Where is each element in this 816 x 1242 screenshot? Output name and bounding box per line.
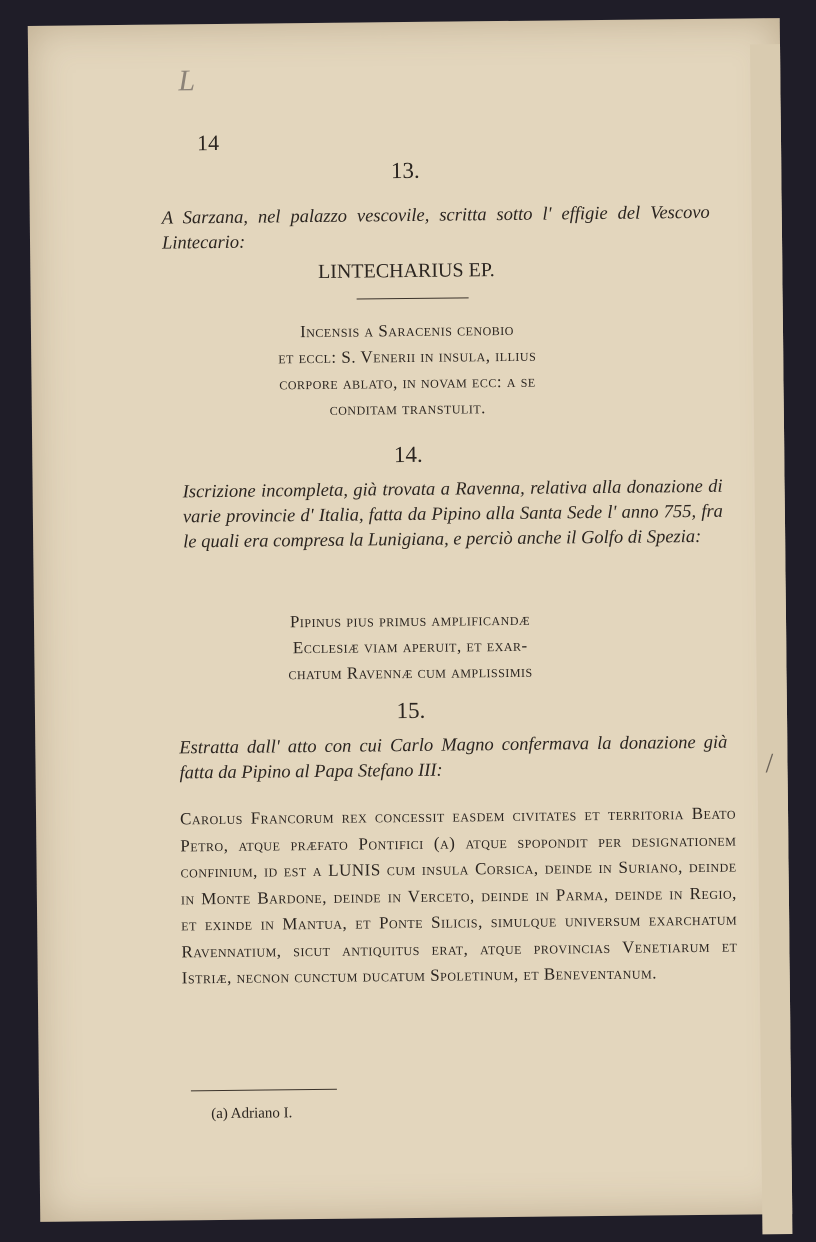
section-14-inscription <box>34 604 787 690</box>
footnote-rule <box>191 1089 337 1092</box>
inscription-line: Pipinus pius primus amplificandæ <box>289 609 531 632</box>
inscription-line: et eccl: S. Venerii in insula, illius <box>278 345 537 368</box>
pencil-mark: L <box>178 64 196 98</box>
section-13-intro: A Sarzana, nel palazzo vescovile, scritta sotto l' effigie del Vescovo Lintecario: <box>161 202 710 254</box>
book-page <box>28 18 792 1222</box>
section-13-inscription <box>31 314 784 426</box>
page-number: 14 <box>196 129 220 156</box>
section-15-number: 15. <box>396 697 426 724</box>
inscription-line: Incensis a Saracenis cenobio <box>299 319 514 342</box>
section-15-text: Carolus Francorum rex concessit easdem civitates et territoria Beato Petro, atque præfato Pontifici (a) atque spopondit per designationem confinium, id est a LUNIS cum insula Corsica, deinde in Suriano, deinde in Monte Bardone, deinde in Verceto, deinde in Parma, deinde in Regio, et exinde in Mantua, et Ponte Silicis, simulque universum exarchatum Ravennatium, sicut antiquitus erat, atque provincias Venetiarum et Istriæ, necnon cunctum ducatum Spoletinum, et Beneventanum. <box>179 803 738 988</box>
inscription-line: conditam transtulit. <box>329 398 486 419</box>
section-13-rule <box>357 297 469 299</box>
section-14-intro: Iscrizione incompleta, già trovata a Ravenna, relativa alla donazione di varie provincie d' Italia, fatta da Pipino alla Santa Sede l' anno 755, fra le quali era compresa la Lunigiana, e perciò anche il Golfo di Spezia: <box>182 476 723 553</box>
section-13-heading: LINTECHARIUS EP. <box>317 259 495 283</box>
inscription-line: corpore ablato, in novam ecc: a se <box>279 371 536 394</box>
inscription-line: chatum Ravennæ cum amplissimis <box>288 661 533 684</box>
margin-mark: / <box>765 748 774 780</box>
section-15-intro: Estratta dall' atto con cui Carlo Magno confermava la donazione già fatta da Pipino al Papa Stefano III: <box>179 732 728 784</box>
section-14-number: 14. <box>393 441 423 468</box>
footnote: (a) Adriano I. <box>211 1105 293 1123</box>
section-13-number: 13. <box>390 157 420 184</box>
inscription-line: Ecclesiæ viam aperuit, et exar- <box>292 635 528 658</box>
